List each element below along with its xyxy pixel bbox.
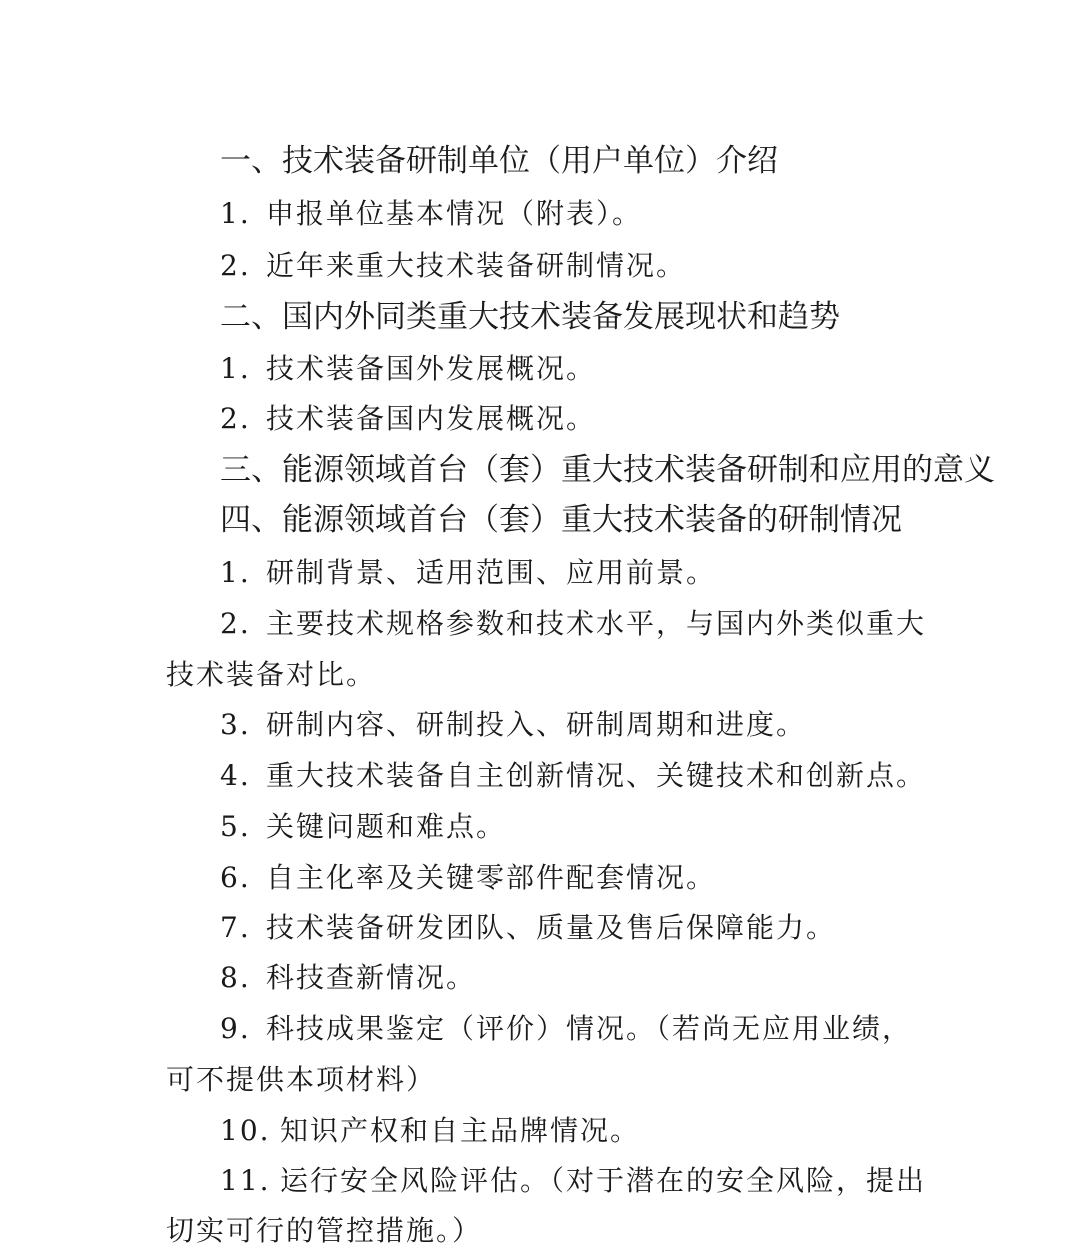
list-item xyxy=(220,607,927,640)
item-text: 技术装备研发团队、质量及售后保障能力。 xyxy=(266,911,837,944)
item-text: 科技查新情况。 xyxy=(266,961,477,994)
item-number: 1. xyxy=(220,556,251,589)
item-text: 研制背景、适用范围、应用前景。 xyxy=(266,556,717,589)
list-item xyxy=(220,1164,927,1197)
item-number: 7. xyxy=(220,911,251,944)
item-number: 2. xyxy=(220,607,251,640)
item-number: 2. xyxy=(220,402,251,435)
section-heading-3: 三、能源领域首台（套）重大技术装备研制和应用的意义 xyxy=(220,452,995,488)
item-number: 6. xyxy=(220,861,251,894)
item-number: 4. xyxy=(220,759,251,792)
list-item xyxy=(220,1012,913,1045)
item-text: 知识产权和自主品牌情况。 xyxy=(280,1114,641,1147)
item-number: 9. xyxy=(220,1012,251,1045)
item-text: 运行安全风险评估。（对于潜在的安全风险，提出 xyxy=(280,1164,927,1197)
list-item xyxy=(220,810,507,843)
item-text: 研制内容、研制投入、研制周期和进度。 xyxy=(266,708,807,741)
list-item-continuation: 技术装备对比。 xyxy=(166,658,377,691)
list-item xyxy=(220,352,597,385)
section-heading-1: 一、技术装备研制单位（用户单位）介绍 xyxy=(220,143,778,179)
item-number: 3. xyxy=(220,708,251,741)
item-number: 8. xyxy=(220,961,251,994)
list-item xyxy=(220,861,717,894)
section-heading-4: 四、能源领域首台（套）重大技术装备的研制情况 xyxy=(220,502,902,538)
item-text: 自主化率及关键零部件配套情况。 xyxy=(266,861,717,894)
list-item-continuation: 切实可行的管控措施。） xyxy=(166,1214,483,1247)
item-text: 重大技术装备自主创新情况、关键技术和创新点。 xyxy=(266,759,927,792)
item-number: 1. xyxy=(220,352,251,385)
list-item xyxy=(220,402,597,435)
section-heading-2: 二、国内外同类重大技术装备发展现状和趋势 xyxy=(220,299,840,335)
item-text: 主要技术规格参数和技术水平，与国内外类似重大 xyxy=(266,607,927,640)
item-number: 1. xyxy=(220,197,251,230)
item-number: 2. xyxy=(220,249,251,282)
item-number: 11. xyxy=(220,1164,271,1197)
list-item xyxy=(220,1114,641,1147)
item-text: 近年来重大技术装备研制情况。 xyxy=(266,249,687,282)
item-number: 5. xyxy=(220,810,251,843)
item-text: 技术装备国内发展概况。 xyxy=(266,402,597,435)
list-item xyxy=(220,961,477,994)
list-item xyxy=(220,197,643,230)
item-number: 10. xyxy=(220,1114,271,1147)
list-item xyxy=(220,249,687,282)
item-text: 关键问题和难点。 xyxy=(266,810,507,843)
list-item xyxy=(220,911,837,944)
list-item xyxy=(220,708,807,741)
list-item-continuation: 可不提供本项材料） xyxy=(166,1063,437,1096)
item-text: 申报单位基本情况（附表）。 xyxy=(266,197,643,230)
list-item xyxy=(220,759,927,792)
item-text: 科技成果鉴定（评价）情况。（若尚无应用业绩， xyxy=(266,1012,913,1045)
list-item xyxy=(220,556,717,589)
item-text: 技术装备国外发展概况。 xyxy=(266,352,597,385)
